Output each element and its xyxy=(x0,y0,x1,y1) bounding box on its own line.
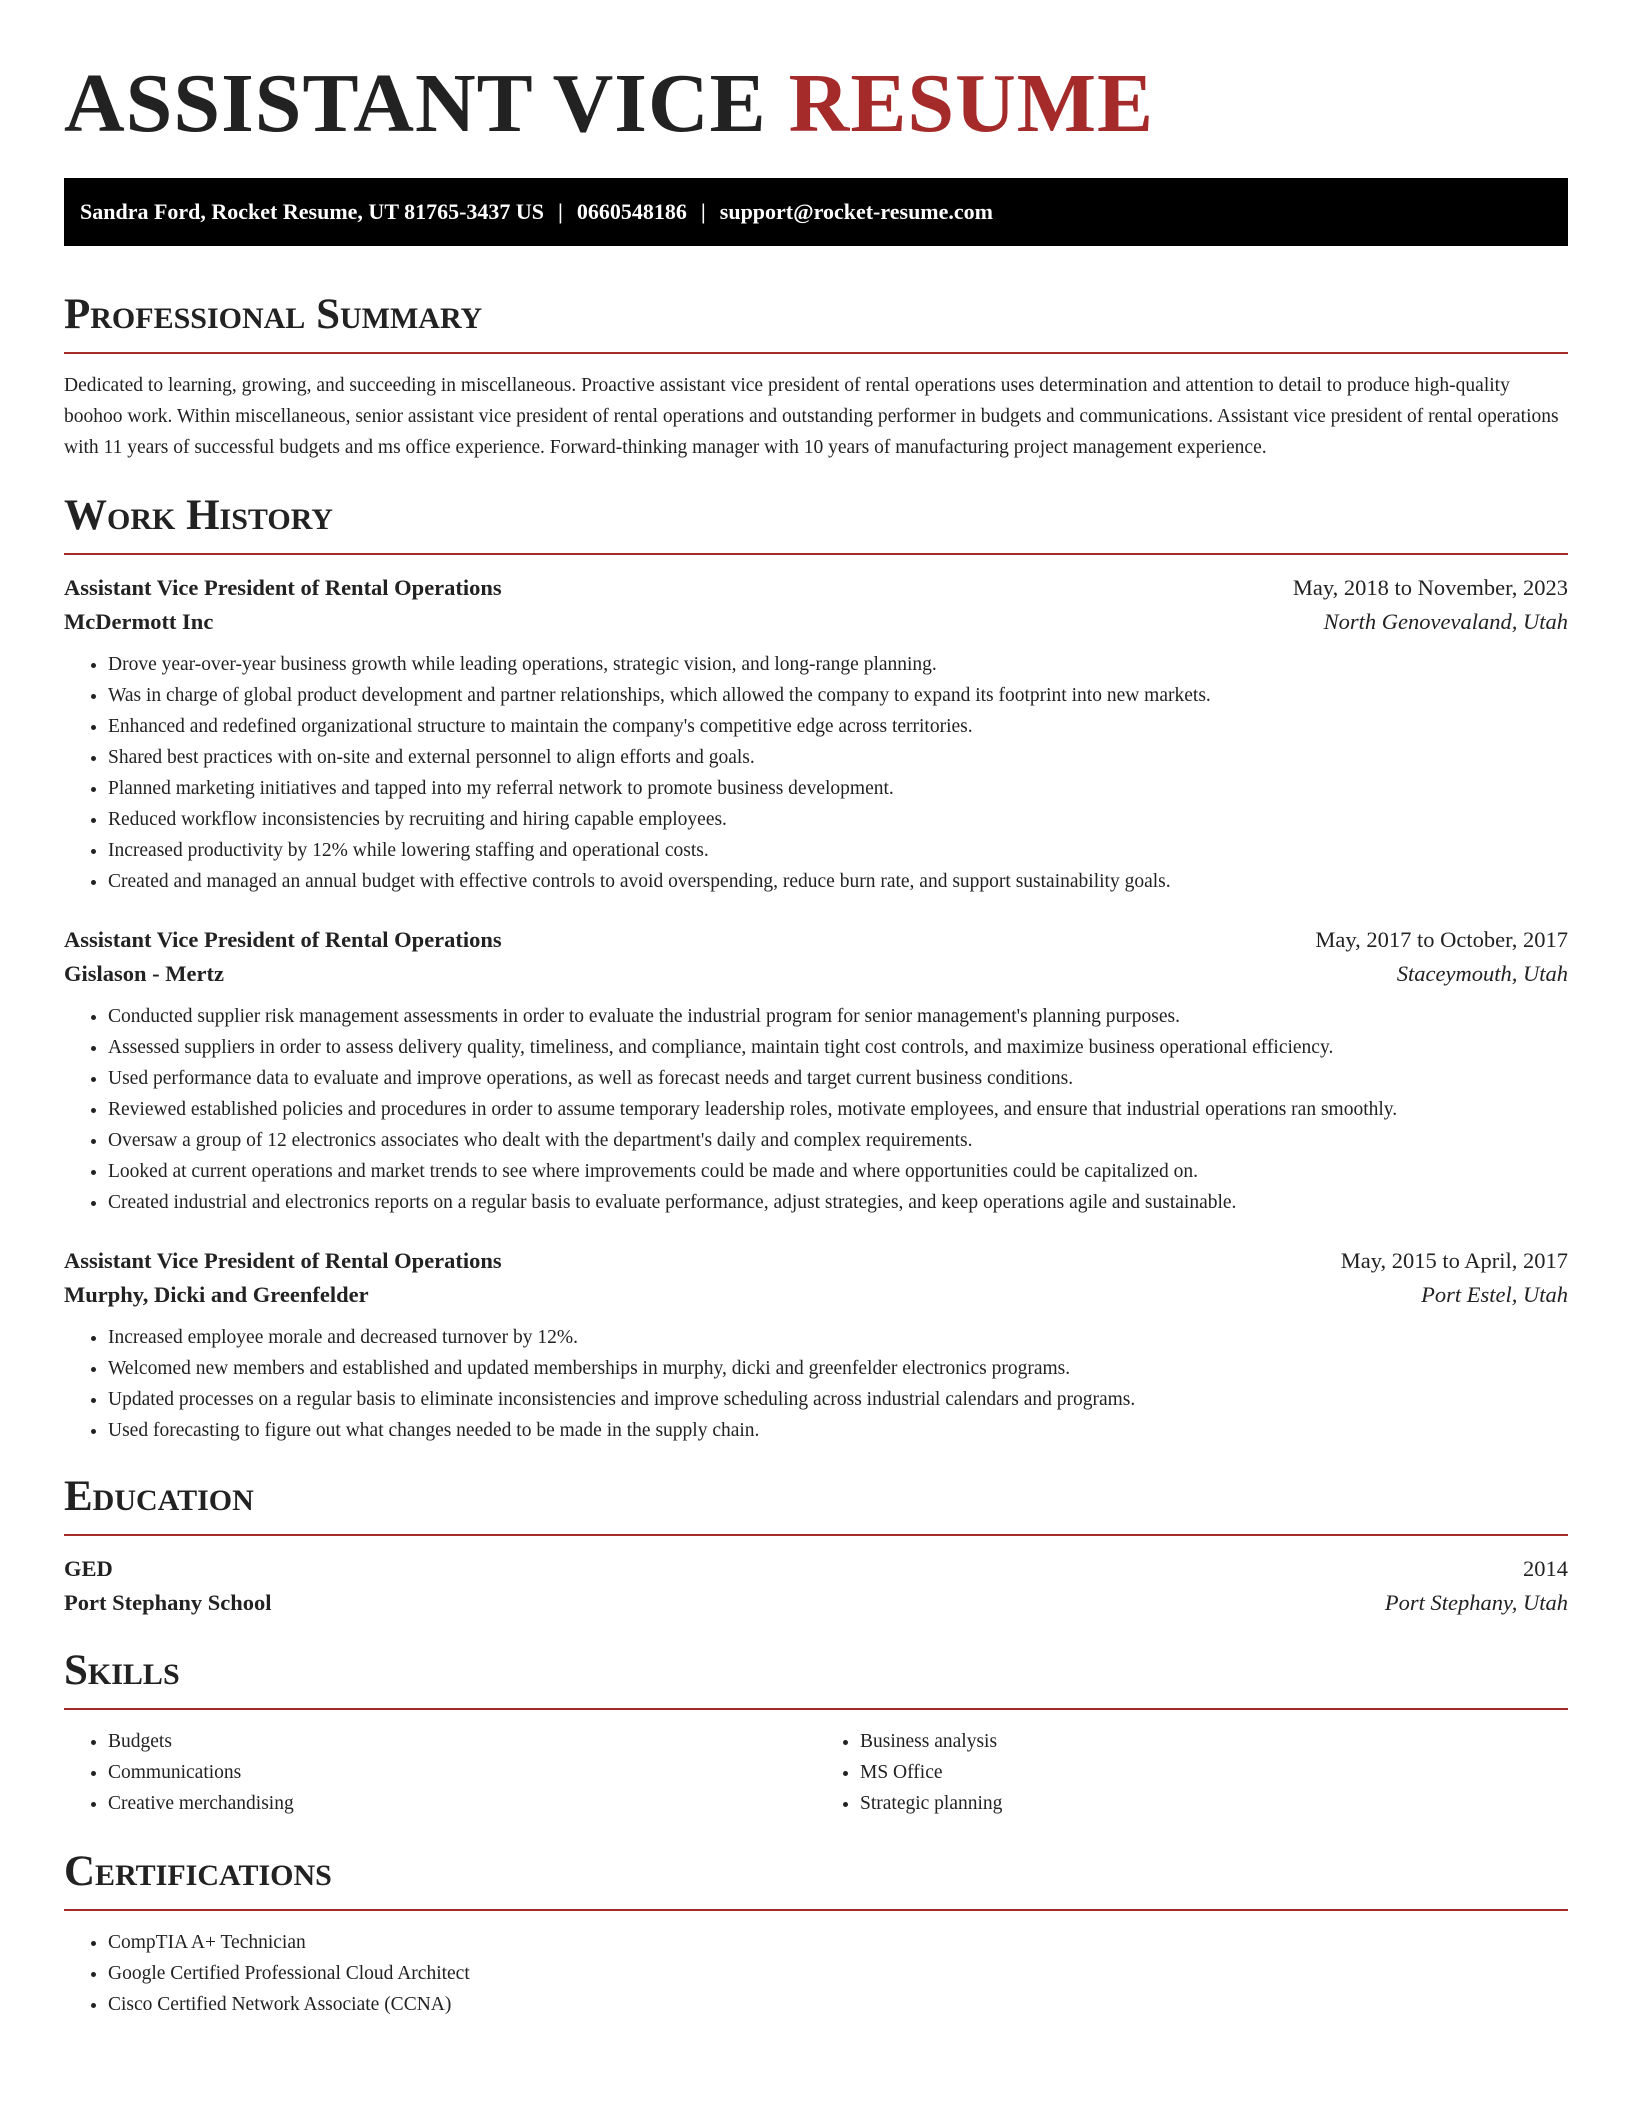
list-item: • Conducted supplier risk management assessments in order to evaluate the industrial program for senior management's planning purposes. xyxy=(108,1001,1568,1032)
skills-grid xyxy=(64,1710,1568,1819)
job-entry xyxy=(64,1248,1568,1446)
job-dates: May, 2018 to November, 2023 xyxy=(1292,575,1568,600)
education-location: Port Stephany, Utah xyxy=(1384,1590,1568,1615)
skills-list-left xyxy=(64,1726,816,1819)
list-item: • Looked at current operations and market trends to see where improvements could be made and where opportunities could be capitalized on. xyxy=(108,1156,1568,1187)
work-history-section xyxy=(64,491,1568,1446)
skill-item: • MS Office xyxy=(860,1757,1568,1788)
list-item: • Updated processes on a regular basis to eliminate inconsistencies and improve scheduling across industrial calendars and programs. xyxy=(108,1384,1568,1415)
education-subheader xyxy=(64,1590,1568,1616)
job-subheader xyxy=(64,961,1568,987)
job-title: Assistant Vice President of Rental Operations xyxy=(64,927,502,952)
skills-list-right xyxy=(816,1726,1568,1819)
list-item: • Reduced workflow inconsistencies by recruiting and hiring capable employees. xyxy=(108,804,1568,835)
contact-bar xyxy=(64,178,1568,246)
job-header xyxy=(64,927,1568,953)
certification-item: • Google Certified Professional Cloud Architect xyxy=(108,1958,1568,1989)
list-item: • Welcomed new members and established and updated memberships in murphy, dicki and greenfelder electronics programs. xyxy=(108,1353,1568,1384)
resume-title xyxy=(64,56,1568,152)
education-section xyxy=(64,1472,1568,1616)
job-location: Staceymouth, Utah xyxy=(1396,961,1568,986)
job-header xyxy=(64,575,1568,601)
job-title: Assistant Vice President of Rental Operations xyxy=(64,575,502,600)
job-title: Assistant Vice President of Rental Operations xyxy=(64,1248,502,1273)
skill-item: • Strategic planning xyxy=(860,1788,1568,1819)
contact-email: support@rocket-resume.com xyxy=(719,199,993,224)
title-accent: RESUME xyxy=(788,57,1155,150)
education-school: Port Stephany School xyxy=(64,1590,272,1615)
certifications-list xyxy=(64,1927,1568,2020)
education-year: 2014 xyxy=(1523,1556,1568,1581)
job-bullets xyxy=(64,649,1568,897)
contact-separator: | xyxy=(558,199,563,224)
list-item: • Increased employee morale and decreased turnover by 12%. xyxy=(108,1322,1568,1353)
list-item: • Planned marketing initiatives and tapped into my referral network to promote business development. xyxy=(108,773,1568,804)
job-subheader xyxy=(64,1282,1568,1308)
certification-item: • Cisco Certified Network Associate (CCNA) xyxy=(108,1989,1568,2020)
contact-address: Sandra Ford, Rocket Resume, UT 81765-3437 US xyxy=(80,199,545,224)
education-header xyxy=(64,1556,1568,1582)
list-item: • Was in charge of global product development and partner relationships, which allowed the company to expand its footprint into new markets. xyxy=(108,680,1568,711)
certification-item: • CompTIA A+ Technician xyxy=(108,1927,1568,1958)
job-company: McDermott Inc xyxy=(64,609,214,634)
list-item: • Used performance data to evaluate and improve operations, as well as forecast needs and target current business conditions. xyxy=(108,1063,1568,1094)
job-company: Gislason - Mertz xyxy=(64,961,224,986)
list-item: • Drove year-over-year business growth while leading operations, strategic vision, and long-range planning. xyxy=(108,649,1568,680)
job-entry xyxy=(64,575,1568,897)
job-dates: May, 2017 to October, 2017 xyxy=(1315,927,1568,952)
list-item: • Assessed suppliers in order to assess delivery quality, timeliness, and compliance, maintain tight cost controls, and maximize business operational efficiency. xyxy=(108,1032,1568,1063)
job-location: Port Estel, Utah xyxy=(1421,1282,1568,1307)
section-heading: Skills xyxy=(64,1647,180,1694)
skill-item: • Communications xyxy=(108,1757,816,1788)
skill-item: • Business analysis xyxy=(860,1726,1568,1757)
job-bullets xyxy=(64,1322,1568,1446)
contact-separator: | xyxy=(700,199,706,224)
skill-item: • Creative merchandising xyxy=(108,1788,816,1819)
job-company: Murphy, Dicki and Greenfelder xyxy=(64,1282,369,1307)
job-entry xyxy=(64,927,1568,1218)
title-main: ASSISTANT VICE xyxy=(64,57,767,150)
education-degree: GED xyxy=(64,1556,113,1581)
job-location: North Genovevaland, Utah xyxy=(1323,609,1568,634)
job-subheader xyxy=(64,609,1568,635)
section-divider xyxy=(64,1534,1568,1536)
job-bullets xyxy=(64,1001,1568,1218)
job-header xyxy=(64,1248,1568,1274)
certifications-section xyxy=(64,1847,1568,2020)
section-heading: Education xyxy=(64,1473,254,1520)
section-divider xyxy=(64,553,1568,555)
summary-section xyxy=(64,290,1568,463)
list-item: • Used forecasting to figure out what changes needed to be made in the supply chain. xyxy=(108,1415,1568,1446)
list-item: • Created industrial and electronics reports on a regular basis to evaluate performance, adjust strategies, and keep operations agile and sustainable. xyxy=(108,1187,1568,1218)
summary-text: Dedicated to learning, growing, and succeeding in miscellaneous. Proactive assistant vice president of rental operations uses determination and attention to detail to produce high-quality boohoo work. Within miscellaneous, senior assistant vice president of rental operations and outstanding performer in budgets and communications. Assistant vice president of rental operations with 11 years of successful budgets and ms office experience. Forward-thinking manager with 10 years of manufacturing project management experience. xyxy=(64,375,1559,458)
list-item: • Increased productivity by 12% while lowering staffing and operational costs. xyxy=(108,835,1568,866)
section-heading: Professional Summary xyxy=(64,291,483,338)
list-item: • Oversaw a group of 12 electronics associates who dealt with the department's daily and complex requirements. xyxy=(108,1125,1568,1156)
list-item: • Shared best practices with on-site and external personnel to align efforts and goals. xyxy=(108,742,1568,773)
section-divider xyxy=(64,352,1568,354)
list-item: • Created and managed an annual budget with effective controls to avoid overspending, reduce burn rate, and support sustainability goals. xyxy=(108,866,1568,897)
skills-section xyxy=(64,1646,1568,1819)
section-heading: Certifications xyxy=(64,1848,332,1895)
contact-phone: 0660548186 xyxy=(576,199,687,224)
section-divider xyxy=(64,1909,1568,1911)
skill-item: • Budgets xyxy=(108,1726,816,1757)
job-dates: May, 2015 to April, 2017 xyxy=(1340,1248,1568,1273)
section-heading: Work History xyxy=(64,492,333,539)
list-item: • Enhanced and redefined organizational structure to maintain the company's competitive edge across territories. xyxy=(108,711,1568,742)
list-item: • Reviewed established policies and procedures in order to assume temporary leadership roles, motivate employees, and ensure that industrial operations ran smoothly. xyxy=(108,1094,1568,1125)
